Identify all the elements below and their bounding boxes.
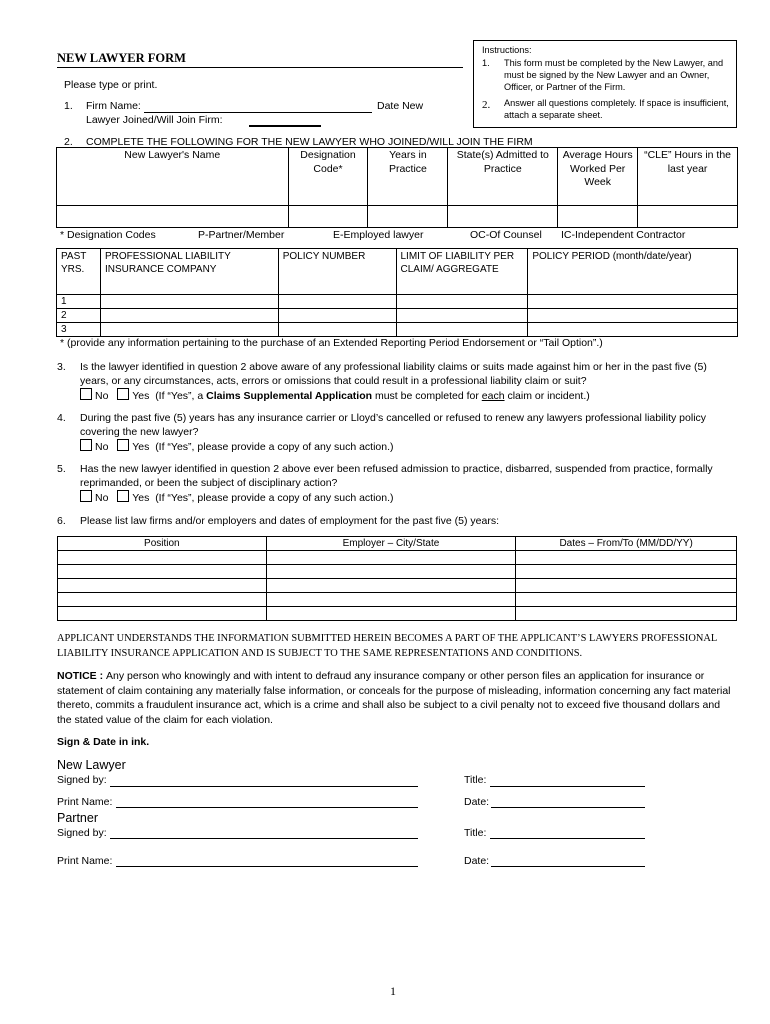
q6-number: 6. (57, 515, 66, 527)
tail-option-note: * (provide any information pertaining to the purchase of an Extended Reporting Period Endorsement or “Tail Option”.) (60, 337, 603, 349)
col-average-hours: Average Hours Worked Per Week (558, 148, 638, 206)
question-4: 4. During the past five (5) years has any insurance carrier or Lloyd’s cancelled or refused to renew any lawyers professional liability policy covering the new lawyer? No Yes (If “Yes”, please provide a copy of any such action.) (57, 412, 732, 455)
fraud-notice (57, 669, 732, 728)
input-cell[interactable] (266, 565, 516, 579)
col-policy-number: POLICY NUMBER (278, 249, 396, 295)
col-years-in-practice: Years in Practice (368, 148, 448, 206)
input-cell[interactable] (100, 295, 278, 309)
input-cell[interactable] (516, 579, 737, 593)
input-cell[interactable] (516, 607, 737, 621)
designation-codes-label: * Designation Codes (60, 229, 156, 241)
input-cell[interactable] (266, 607, 516, 621)
applicant-statement: APPLICANT UNDERSTANDS THE INFORMATION SUBMITTED HEREIN BECOMES A PART OF THE APPLICANT’S LAWYERS PROFESSIONAL LIABILITY INSURANCE APPLICATION AND IS SUBJECT TO THE SAME REPRESENTATIONS AND CONDITIONS. (57, 633, 717, 659)
input-cell[interactable] (278, 309, 396, 323)
row-year: 2 (57, 309, 101, 323)
table-row (58, 593, 737, 607)
notice-label: NOTICE : (57, 670, 104, 682)
q5-text: Has the new lawyer identified in question 2 above ever been refused admission to practice, disbarred, suspended from practice, formally reprimanded, or been the subject of disciplinary action? (80, 463, 713, 489)
input-cell[interactable] (396, 295, 528, 309)
partner-heading: Partner (57, 811, 98, 825)
input-cell[interactable] (278, 295, 396, 309)
q3-text: Is the lawyer identified in question 2 above aware of any professional liability claims or suits made against him or her in the past five (5) years, or any circumstances, acts, errors or omissions that could result in a professional liability claim or suit? (80, 361, 707, 387)
table-row (58, 579, 737, 593)
col-limit-of-liability: LIMIT OF LIABILITY PER CLAIM/ AGGREGATE (396, 249, 528, 295)
input-cell[interactable] (516, 593, 737, 607)
q5-yes-checkbox[interactable] (117, 490, 129, 502)
insurance-table (56, 248, 738, 337)
code-independent: IC-Independent Contractor (561, 229, 686, 241)
sign-date-instruction: Sign & Date in ink. (57, 736, 150, 748)
new-lawyer-table (56, 147, 738, 228)
q5-no-checkbox[interactable] (80, 490, 92, 502)
partner-title-label: Title: (464, 827, 487, 839)
partner-date-field[interactable] (491, 866, 645, 867)
partner-title-field[interactable] (490, 838, 645, 839)
joined-date-field[interactable] (249, 125, 321, 127)
input-cell[interactable] (278, 323, 396, 337)
firm-name-field[interactable] (144, 112, 372, 113)
col-cle-hours: “CLE” Hours in the last year (638, 148, 738, 206)
new-lawyer-print-name-label: Print Name: (57, 796, 113, 808)
instruction-1: 1. This form must be completed by the New Lawyer, and must be signed by the New Lawyer and an Owner, Officer, or Partner of the Firm. (482, 58, 724, 92)
new-lawyer-title-field[interactable] (490, 786, 645, 787)
input-years-in-practice[interactable] (368, 206, 448, 228)
date-new-label: Date New (377, 100, 424, 112)
employment-table (57, 536, 737, 621)
table-row (57, 323, 738, 337)
q4-no-checkbox[interactable] (80, 439, 92, 451)
table-row (57, 295, 738, 309)
code-of-counsel: OC-Of Counsel (470, 229, 542, 241)
partner-date-label: Date: (464, 855, 490, 867)
table-row (58, 551, 737, 565)
input-cell[interactable] (266, 579, 516, 593)
input-cell[interactable] (266, 551, 516, 565)
col-lawyer-name: New Lawyer's Name (57, 148, 289, 206)
firm-name-label: Firm Name: (86, 100, 141, 112)
col-past-years: PAST YRS. (57, 249, 101, 295)
input-states-admitted[interactable] (448, 206, 558, 228)
input-cell[interactable] (58, 607, 267, 621)
joined-firm-label: Lawyer Joined/Will Join Firm: (86, 114, 223, 126)
input-cell[interactable] (58, 593, 267, 607)
input-cell[interactable] (100, 323, 278, 337)
q4-yes-checkbox[interactable] (117, 439, 129, 451)
instructions-heading: Instructions: (482, 45, 532, 55)
q6-text: Please list law firms and/or employers and dates of employment for the past five (5) years: (80, 515, 500, 527)
input-cell[interactable] (58, 565, 267, 579)
table-row (58, 607, 737, 621)
col-policy-period: POLICY PERIOD (month/date/year) (528, 249, 738, 295)
question-3: 3. Is the lawyer identified in question 2 above aware of any professional liability claims or suits made against him or her in the past five (5) years, or any circumstances, acts, errors or omissions that could result in a professional liability claim or suit? No Yes (If “Yes”, a Claims Supplemental Application must be completed for each claim or incident.) (57, 361, 732, 404)
input-cell[interactable] (516, 565, 737, 579)
q2-text: COMPLETE THE FOLLOWING FOR THE NEW LAWYER WHO JOINED/WILL JOIN THE FIRM (86, 136, 533, 148)
page-number: 1 (390, 984, 396, 998)
input-average-hours[interactable] (558, 206, 638, 228)
input-designation-code[interactable] (288, 206, 368, 228)
instruction-2: 2. Answer all questions completely. If space is insufficient, attach a separate sheet. (482, 98, 729, 120)
instructions-box (473, 40, 737, 128)
input-cell[interactable] (58, 579, 267, 593)
input-cell[interactable] (58, 551, 267, 565)
input-cell[interactable] (516, 551, 737, 565)
new-lawyer-date-label: Date: (464, 796, 490, 808)
input-cell[interactable] (396, 323, 528, 337)
partner-signature-field[interactable] (110, 838, 418, 839)
col-designation-code: Designation Code* (288, 148, 368, 206)
code-employed: E-Employed lawyer (333, 229, 424, 241)
partner-signed-by-label: Signed by: (57, 827, 107, 839)
notice-text: Any person who knowingly and with intent to defraud any insurance company or other person files an application for insurance or statement of claim containing any materially false information, or conceals for the purpose of misleading, information concerning any fact material thereto, commits a fraudulent insurance act, which is a crime and shall also be subject to a civil penalty not to exceed five thousand dollars and the stated value of the claim for each violation. (57, 670, 731, 727)
input-lawyer-name[interactable] (57, 206, 289, 228)
new-lawyer-heading: New Lawyer (57, 758, 126, 772)
input-cle-hours[interactable] (638, 206, 738, 228)
question-5: 5. Has the new lawyer identified in question 2 above ever been refused admission to practice, disbarred, suspended from practice, formally reprimanded, or been the subject of disciplinary action? No Yes (If “Yes”, please provide a copy of any such action.) (57, 463, 732, 506)
type-or-print-note: Please type or print. (64, 79, 158, 91)
col-insurance-company: PROFESSIONAL LIABILITY INSURANCE COMPANY (100, 249, 278, 295)
q2-number: 2. (64, 136, 73, 148)
table-row (57, 309, 738, 323)
input-cell[interactable] (528, 323, 738, 337)
new-lawyer-title-label: Title: (464, 774, 487, 786)
q4-text: During the past five (5) years has any insurance carrier or Lloyd’s cancelled or refused to renew any lawyers professional liability policy covering the new lawyer? (80, 412, 707, 438)
q3-no-checkbox[interactable] (80, 388, 92, 400)
input-cell[interactable] (266, 593, 516, 607)
row-year: 1 (57, 295, 101, 309)
q1-number: 1. (64, 100, 73, 112)
q3-yes-checkbox[interactable] (117, 388, 129, 400)
partner-print-name-label: Print Name: (57, 855, 113, 867)
partner-print-name-field[interactable] (116, 866, 418, 867)
table-row (58, 565, 737, 579)
new-lawyer-print-name-field[interactable] (116, 807, 418, 808)
input-cell[interactable] (396, 309, 528, 323)
col-states-admitted: State(s) Admitted to Practice (448, 148, 558, 206)
new-lawyer-signature-field[interactable] (110, 786, 418, 787)
row-year: 3 (57, 323, 101, 337)
input-cell[interactable] (100, 309, 278, 323)
code-partner: P-Partner/Member (198, 229, 285, 241)
col-dates: Dates – From/To (MM/DD/YY) (516, 537, 737, 551)
col-employer: Employer – City/State (266, 537, 516, 551)
col-position: Position (58, 537, 267, 551)
new-lawyer-signed-by-label: Signed by: (57, 774, 107, 786)
form-title: NEW LAWYER FORM (57, 50, 463, 68)
input-cell[interactable] (528, 295, 738, 309)
input-cell[interactable] (528, 309, 738, 323)
new-lawyer-date-field[interactable] (491, 807, 645, 808)
